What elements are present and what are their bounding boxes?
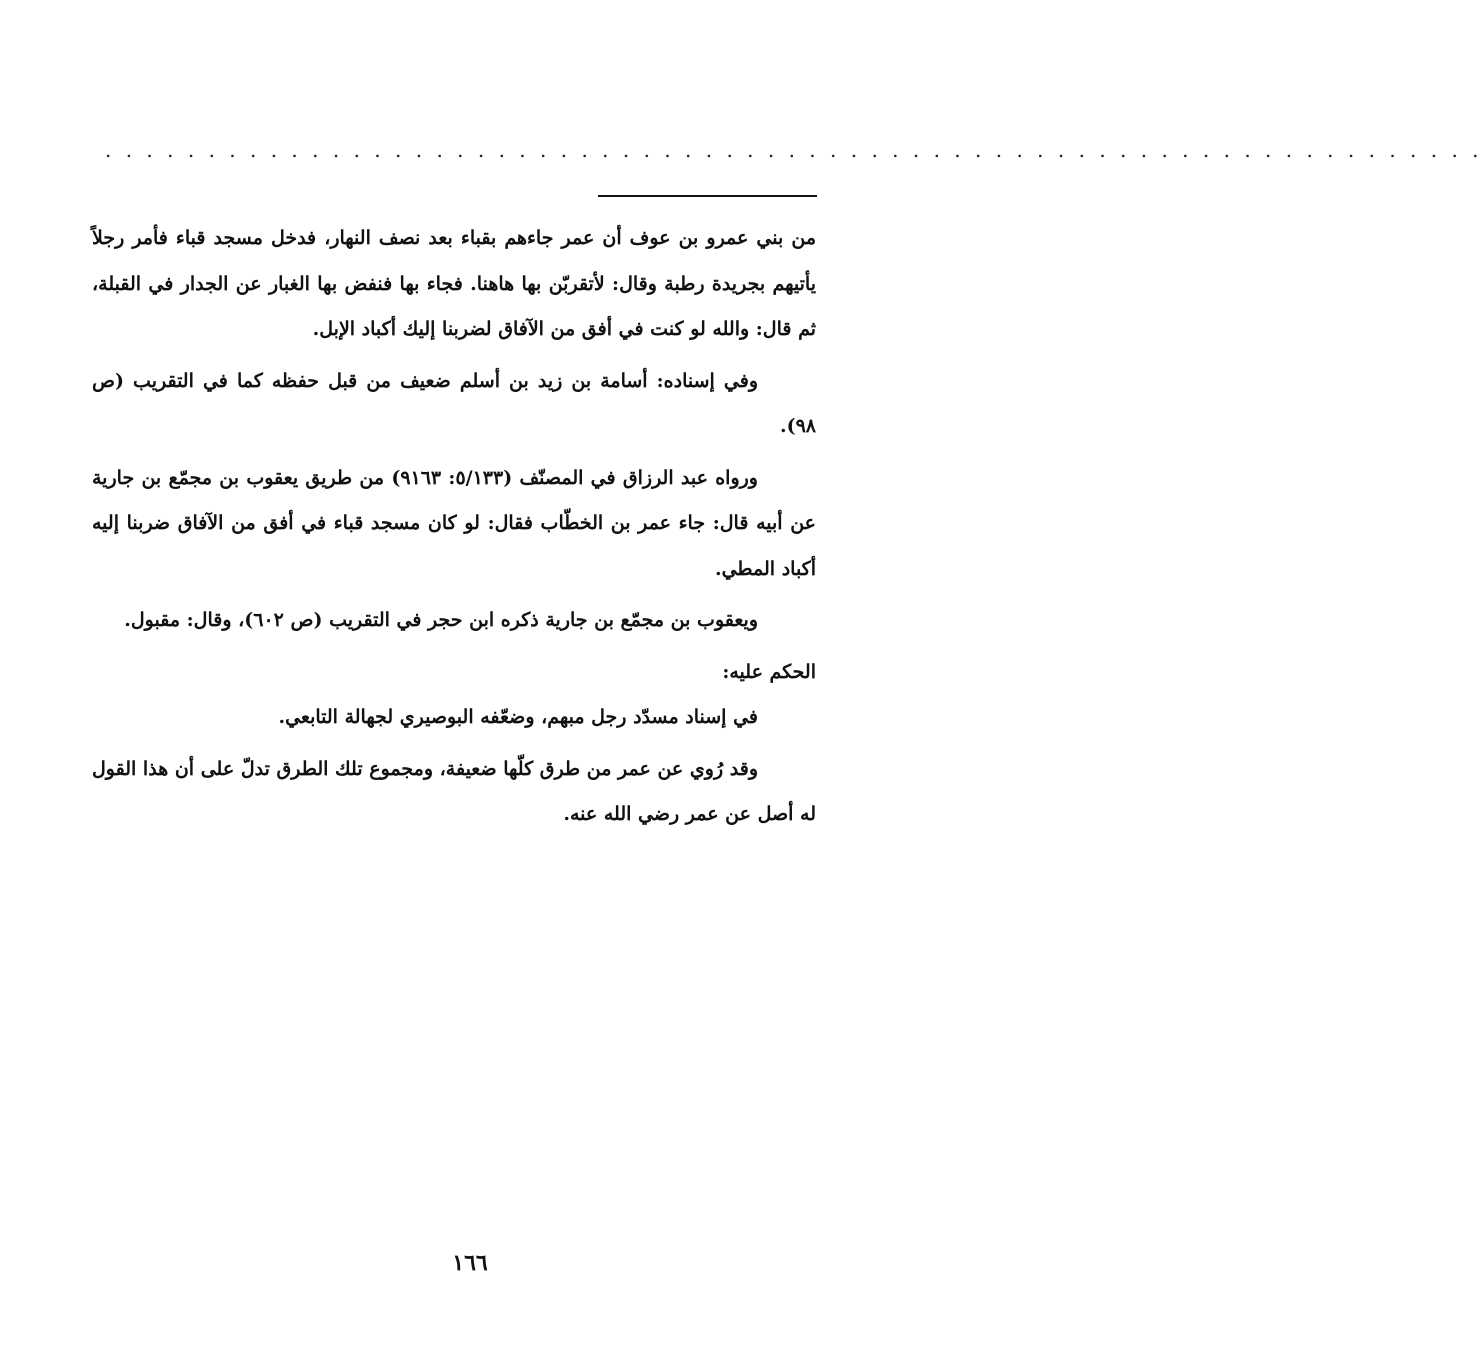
page-number: ١٦٦ <box>452 1250 488 1276</box>
paragraph-narration-continuation: من بني عمرو بن عوف أن عمر جاءهم بقباء بعد نصف النهار، فدخل مسجد قباء فأمر رجلاً يأتيهم بجريدة رطبة وقال: لأتقربّن بها هاهنا. فجاء بها فنفض بها الغبار عن الجدار في القبلة، ثم قال: والله لو كنت في أفق من الآفاق لضربنا إليك أكباد الإبل. <box>92 227 816 340</box>
paragraph-isnad-note: وفي إسناده: أسامة بن زيد بن أسلم ضعيف من قبل حفظه كما في التقريب (ص ٩٨). <box>92 369 816 437</box>
footnote-rule <box>598 195 817 197</box>
paragraph-conclusion: وقد رُوي عن عمر من طرق كلّها ضعيفة، ومجموع تلك الطرق تدلّ على أن هذا القول له أصل عن عمر رضي الله عنه. <box>92 757 816 825</box>
paragraph-ruling: في إسناد مسدّد رجل مبهم، وضعّفه البوصيري لجهالة التابعي. <box>278 706 758 728</box>
footnote-separator-dots: . . . . . . . . . . . . . . . . . . . . . . . . . . . . . . . . . . . . . . . . . . . . . . . . . . . . . . . . . . . . . . . . . . . <box>105 138 1483 162</box>
ruling-heading: الحكم عليه: <box>722 660 816 683</box>
paragraph-yaqub-note: ويعقوب بن مجمّع بن جارية ذكره ابن حجر في التقريب (ص ٦٠٢)، وقال: مقبول. <box>124 609 758 631</box>
paragraph-abdulrazzaq-narration: ورواه عبد الرزاق في المصنّف (٥/١٣٣: ٩١٦٣) من طريق يعقوب بن مجمّع بن جارية عن أبيه قال: جاء عمر بن الخطّاب فقال: لو كان مسجد قباء في أفق من الآفاق ضربنا إليه أكباد المطي. <box>92 466 816 580</box>
footnote-text-block <box>92 216 816 844</box>
